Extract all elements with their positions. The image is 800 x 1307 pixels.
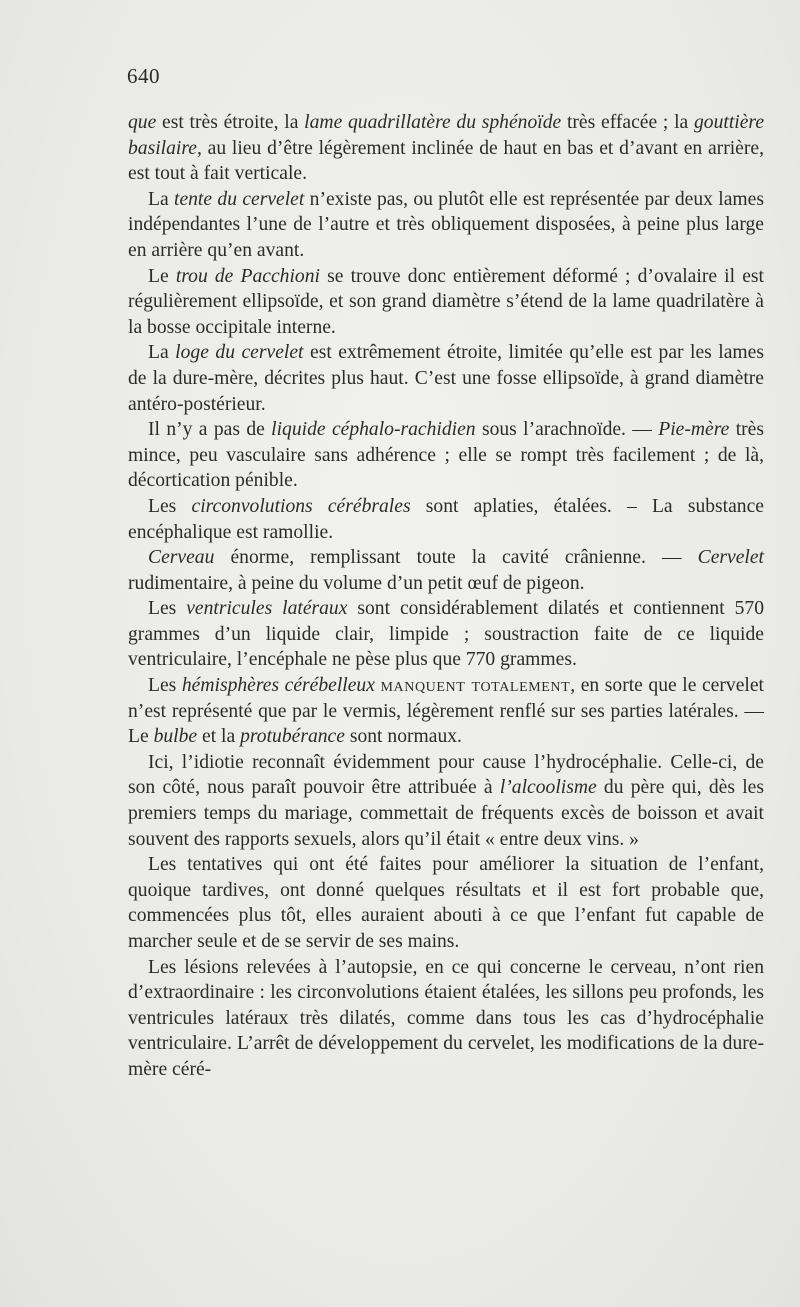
paragraph	[128, 264, 764, 341]
italic-term: tente du cervelet	[174, 188, 305, 210]
text-run: est extrêmement étroite, limitée qu’elle est par les lames de la dure-mère, décrites plus haut. C’est une fosse ellipsoïde, à grand diamètre antéro-postérieur.	[128, 342, 764, 415]
italic-term: lame quadrillatère du sphénoïde	[304, 112, 562, 133]
text-run: Il n’y a pas de	[148, 419, 272, 441]
page-number: 640	[127, 64, 160, 88]
italic-term: trou de Pacchioni	[175, 265, 320, 287]
paragraph	[128, 596, 764, 673]
text-run: La	[148, 342, 176, 364]
text-run: Les	[148, 598, 187, 620]
text-run: très effacée ; la	[561, 112, 694, 133]
italic-term: l’alcoolisme	[499, 777, 597, 799]
text-run: Les lésions relevées à l’autopsie, en ce qui concerne le cerveau, n’ont rien d’extraordinaire : les circonvolutions étaient étalées, les sillons peu profonds, les ventricules latéraux très dilatés, comme dans tous les cas d’hydrocéphalie ventriculaire. L’arrêt de développement du cervelet, les modifications de la dure-mère céré-	[128, 956, 764, 1080]
paragraph	[128, 110, 764, 187]
paragraph	[128, 340, 764, 417]
paragraph	[128, 750, 764, 852]
text-run: au lieu d’être légèrement inclinée de haut en bas et d’avant en arrière, est tout à fait verticale.	[128, 137, 764, 185]
italic-term: que	[128, 112, 157, 133]
text-run: sous l’arachnoïde. —	[475, 419, 659, 441]
paragraph	[128, 187, 764, 264]
text-run: est très étroite, la	[156, 112, 305, 133]
text-run: sont aplaties, étalées. – La substance encéphalique est ramollie.	[128, 495, 764, 543]
italic-term: gouttière basilaire,	[128, 112, 765, 159]
italic-term: protubérance	[240, 726, 345, 748]
text-run: énorme, remplissant toute la cavité crânienne. —	[214, 547, 698, 569]
italic-term: ventricules latéraux	[186, 598, 348, 620]
text-run: Les	[148, 495, 192, 517]
text-run: , en sorte que le cervelet n’est représenté que par le vermis, légèrement renflé sur ses parties latérales. — Le	[128, 675, 764, 748]
text-run: Le	[148, 265, 176, 287]
paragraph	[128, 494, 764, 545]
text-run: n’existe pas, ou plutôt elle est représentée par deux lames indépendantes l’une de l’autre et très obliquement disposées, à peine plus large en arrière qu’en avant.	[128, 188, 764, 261]
italic-term: Pie-mère	[658, 419, 730, 441]
italic-term: loge du cervelet	[175, 342, 304, 364]
text-run: Ici, l’idiotie reconnaît évidemment pour cause l’hydrocéphalie. Celle-ci, de son côté, nous paraît pouvoir être attribuée à	[128, 751, 764, 799]
paragraph	[128, 852, 764, 954]
paragraph	[128, 417, 764, 494]
text-run: très mince, peu vasculaire sans adhérence ; elle se rompt très facilement ; de là, décortication pénible.	[128, 419, 764, 492]
small-caps-emphasis: manquent totalement	[380, 675, 571, 697]
text-run: du père qui, dès les premiers temps du mariage, commettait de fréquents excès de boisson et avait souvent des rapports sexuels, alors qu’il était « entre deux vins. »	[128, 777, 765, 850]
italic-term: circonvolutions cérébrales	[191, 495, 411, 517]
text-run: se trouve donc entièrement déformé ; d’ovalaire il est régulièrement ellipsoïde, et son grand diamètre s’étend de la lame quadrilatère à la bosse occipitale interne.	[128, 265, 764, 338]
text-run: sont considérablement dilatés et contiennent 570 grammes d’un liquide clair, limpide ; soustraction faite de ce liquide ventriculaire, l’encéphale ne pèse plus que 770 grammes.	[128, 598, 764, 671]
italic-term: Cervelet	[697, 547, 764, 569]
text-run: Les	[148, 675, 182, 697]
italic-term: liquide céphalo-rachidien	[271, 419, 476, 441]
text-run: rudimentaire, à peine du volume d’un petit œuf de pigeon.	[128, 572, 585, 594]
paragraph	[128, 545, 764, 596]
italic-term: Cerveau	[148, 547, 215, 569]
italic-term: hémisphères cérébelleux	[181, 675, 375, 697]
text-run: et la	[197, 726, 241, 748]
text-run: sont normaux.	[344, 726, 462, 748]
text-run: La	[148, 188, 174, 210]
paragraph	[128, 955, 764, 1083]
text-run: Les tentatives qui ont été faites pour améliorer la situation de l’enfant, quoique tardives, ont donné quelques résultats et il est fort probable que, commencées plus tôt, elles auraient abouti à ce que l’enfant fut capable de marcher seule et de se servir de ses mains.	[128, 854, 764, 952]
body-text	[128, 110, 764, 1083]
paragraph	[128, 673, 764, 750]
italic-term: bulbe	[153, 726, 198, 748]
